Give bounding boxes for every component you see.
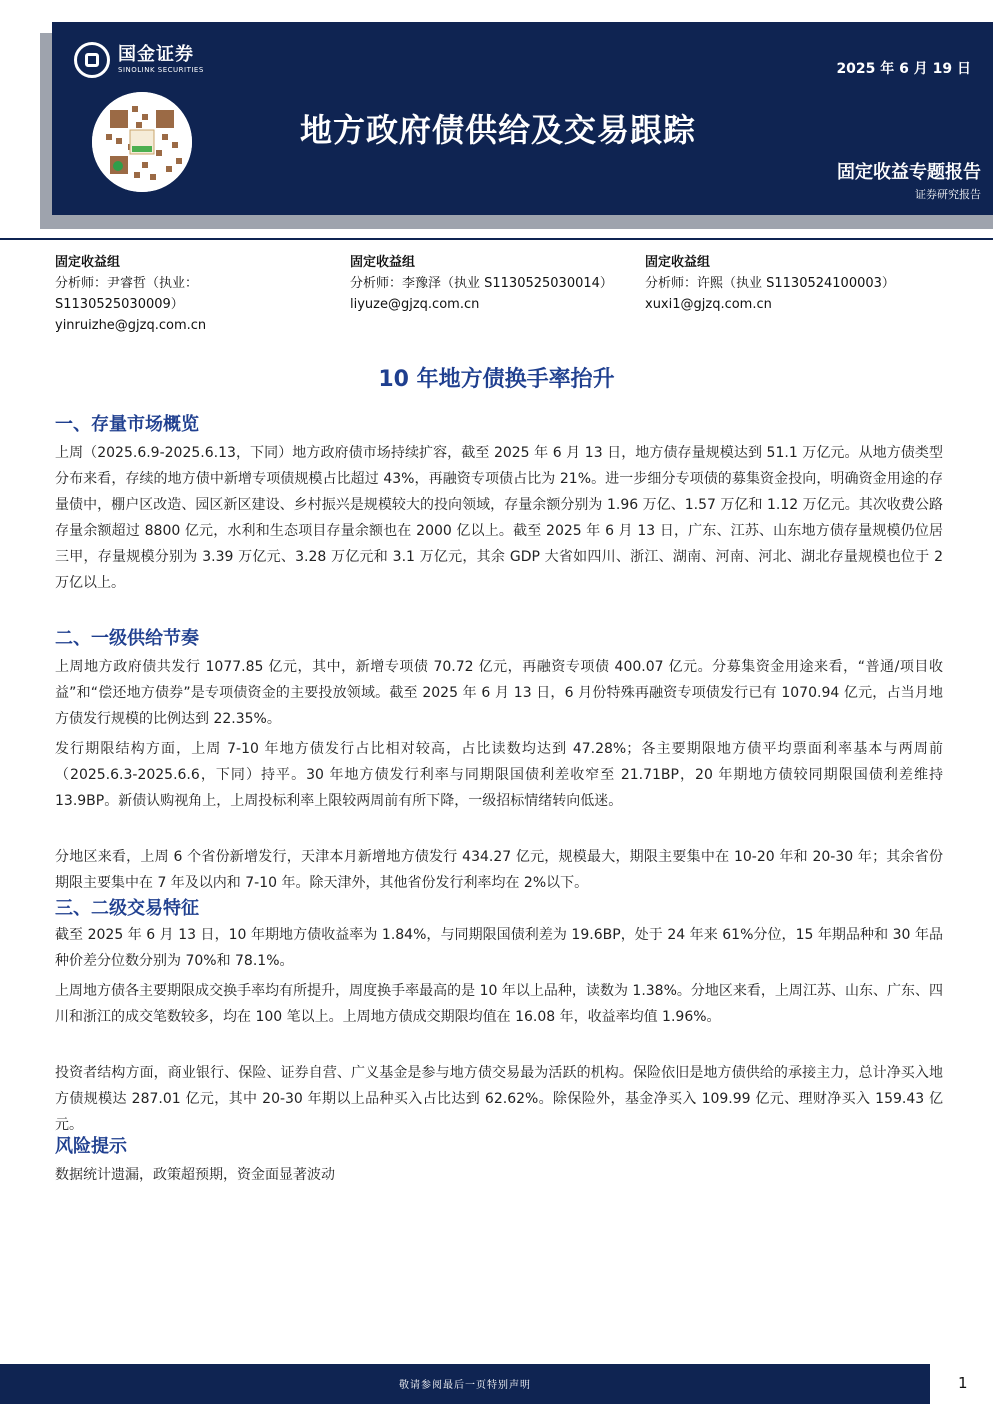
report-type: 固定收益专题报告 xyxy=(837,162,981,183)
analyst-card xyxy=(645,252,895,315)
analyst-name: 分析师：许熙（执业 S1130524100003） xyxy=(645,276,895,291)
section-paragraph: 投资者结构方面，商业银行、保险、证券自营、广义基金是参与地方债交易最为活跃的机构。保险依旧是地方债供给的承接主力，总计净买入地方债规模达 287.01 亿元，其中 20-30 年期以上品种买入占比达到 62.62%。除保险外，基金净买入 109.99 亿元、理财净买入 159.43 亿元。 xyxy=(55,1065,943,1133)
section-heading-secondary-trading: 三、二级交易特征 xyxy=(55,898,199,919)
analyst-license: S1130525030009） xyxy=(55,297,184,312)
logo-name-cn: 国金证券 xyxy=(118,44,194,65)
analyst-email[interactable]: xuxi1@gjzq.com.cn xyxy=(645,297,772,312)
section-paragraph: 发行期限结构方面，上周 7-10 年地方债发行占比相对较高，占比读数均达到 47.28%；各主要期限地方债平均票面利率基本与两周前（2025.6.3-2025.6.6，下同）持平。30 年地方债发行利率与同期限国债利差收窄至 21.71BP，20 年期地方债较同期限国债利差维持 13.9BP。新债认购视角上，上周投标利率上限较两周前有所下降，一级招标情绪转向低迷。 xyxy=(55,741,943,809)
footer-disclaimer-link[interactable]: 敬请参阅最后一页特别声明 xyxy=(399,1380,531,1391)
section-heading-stock-market: 一、存量市场概览 xyxy=(55,414,199,435)
analyst-group: 固定收益组 xyxy=(55,255,121,270)
section-heading-risk: 风险提示 xyxy=(55,1136,127,1157)
section-paragraph: 上周（2025.6.9-2025.6.13，下同）地方政府债市场持续扩容，截至 2025 年 6 月 13 日，地方债存量规模达到 51.1 万亿元。从地方债类型分布来看，存续的地方债中新增专项债规模占比超过 43%，再融资专项债占比为 21%。进一步细分专项债的募集资金投向，明确资金用途的存量债中，棚户区改造、园区新区建设、乡村振兴是规模较大的投向领域，存量余额分别为 1.96 万亿、1.57 万亿和 1.12 万亿元。其次收费公路存量余额超过 8800 亿元，水利和生态项目存量余额也在 2000 亿以上。截至 2025 年 6 月 13 日，广东、江苏、山东地方债存量规模仍位居三甲，存量规模分别为 3.39 万亿元、3.28 万亿元和 3.1 万亿元，其余 GDP 大省如四川、浙江、湖南、河南、河北、湖北存量规模也位于 2 万亿以上。 xyxy=(55,445,943,591)
analyst-card xyxy=(55,252,206,336)
section-paragraph: 分地区来看，上周 6 个省份新增发行，天津本月新增地方债发行 434.27 亿元，规模最大，期限主要集中在 10-20 年和 20-30 年；其余省份期限主要集中在 7 年及以内和 7-10 年。除天津外，其他省份发行利率均在 2%以下。 xyxy=(55,849,943,891)
analyst-card xyxy=(350,252,613,315)
section-paragraph: 上周地方债各主要期限成交换手率均有所提升，周度换手率最高的是 10 年以上品种，读数为 1.38%。分地区来看，上周江苏、山东、广东、四川和浙江的成交笔数较多，均在 100 笔以上。上周地方债成交期限均值在 16.08 年，收益率均值 1.96%。 xyxy=(55,983,943,1025)
report-title: 地方政府债供给及交易跟踪 xyxy=(300,111,697,149)
qr-code-icon[interactable] xyxy=(92,92,192,192)
logo-name-en: SINOLINK SECURITIES xyxy=(118,66,204,74)
analyst-name: 分析师：尹睿哲（执业： xyxy=(55,276,199,291)
company-logo xyxy=(74,42,204,78)
header-divider xyxy=(0,238,993,240)
report-date: 2025 年 6 月 19 日 xyxy=(836,61,971,77)
section-heading-primary-supply: 二、一级供给节奏 xyxy=(55,628,199,649)
document-title: 10 年地方债换手率抬升 xyxy=(378,367,615,392)
page-number: 1 xyxy=(958,1374,968,1392)
analyst-email[interactable]: liyuze@gjzq.com.cn xyxy=(350,297,480,312)
analyst-name: 分析师：李豫泽（执业 S1130525030014） xyxy=(350,276,613,291)
logo-mark-icon xyxy=(74,42,110,78)
section-paragraph: 上周地方政府债共发行 1077.85 亿元，其中，新增专项债 70.72 亿元，再融资专项债 400.07 亿元。分募集资金用途来看，“普通/项目收益”和“偿还地方债券”是专项债资金的主要投放领域。截至 2025 年 6 月 13 日，6 月份特殊再融资专项债发行已有 1070.94 亿元，占当月地方债发行规模的比例达到 22.35%。 xyxy=(55,659,943,727)
section-paragraph: 数据统计遗漏，政策超预期，资金面显著波动 xyxy=(55,1167,335,1183)
section-paragraph: 截至 2025 年 6 月 13 日，10 年期地方债收益率为 1.84%，与同期限国债利差为 19.6BP，处于 24 年来 61%分位，15 年期品种和 30 年品种价差分位数分别为 70%和 78.1%。 xyxy=(55,927,943,969)
analyst-group: 固定收益组 xyxy=(645,255,711,270)
analyst-email[interactable]: yinruizhe@gjzq.com.cn xyxy=(55,318,207,333)
report-category: 证券研究报告 xyxy=(915,188,981,201)
analyst-group: 固定收益组 xyxy=(350,255,416,270)
